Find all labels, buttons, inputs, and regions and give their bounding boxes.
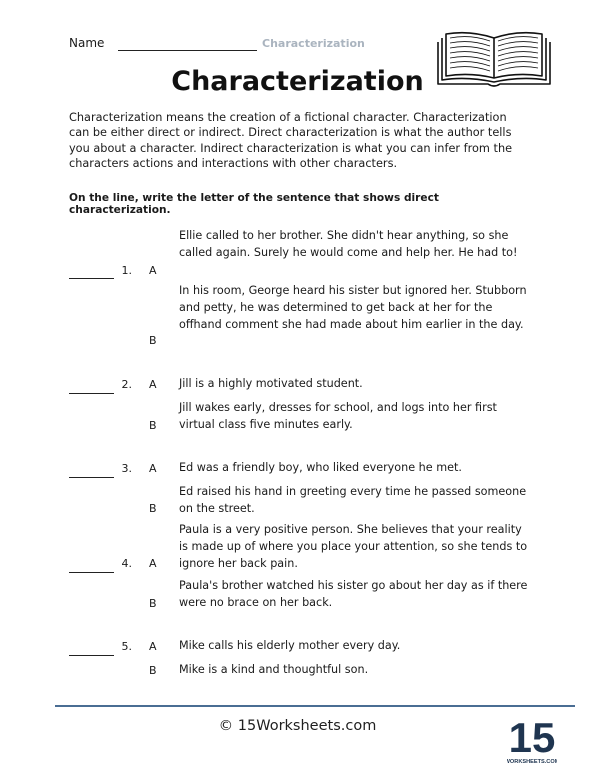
- header-subtitle: Characterization: [262, 37, 365, 50]
- option-a-text: Ed was a friendly boy, who liked everyone he met.: [179, 461, 462, 474]
- option-b-text: Mike is a kind and thoughtful son.: [179, 663, 369, 676]
- answer-line[interactable]: [69, 655, 114, 656]
- option-a-text: Mike calls his elderly mother every day.: [179, 639, 401, 652]
- option-a-text: Paula is a very positive person. She believes that your reality is made up of where you place your attention, so she tends to ignore her back pain.: [179, 523, 528, 570]
- option-letter-a: A: [149, 640, 157, 653]
- answer-line[interactable]: [69, 278, 114, 279]
- logo-number: 15: [508, 714, 556, 761]
- question-number: 1.: [121, 264, 132, 277]
- option-letter-b: B: [149, 597, 157, 610]
- question-number: 4.: [121, 557, 132, 570]
- option-b-text: Paula's brother watched his sister go about her day as if there were no brace on her back.: [179, 579, 528, 609]
- option-letter-a: A: [149, 264, 157, 277]
- option-letter-b: B: [149, 419, 157, 432]
- answer-line[interactable]: [69, 393, 114, 394]
- question-number: 2.: [121, 378, 132, 391]
- option-b-text: In his room, George heard his sister but ignored her. Stubborn and petty, he was determined to get back at her for the offhand comment she had made about him earlier in the day.: [179, 284, 527, 331]
- answer-line[interactable]: [69, 572, 114, 573]
- name-label: Name: [69, 36, 105, 50]
- answer-line[interactable]: [69, 477, 114, 478]
- option-letter-a: A: [149, 378, 157, 391]
- logo-caption: WORKSHEETS.COM: [507, 759, 557, 765]
- option-b-text: Jill wakes early, dresses for school, and logs into her first virtual class five minutes early.: [179, 401, 497, 431]
- footer-copyright: © 15Worksheets.com: [218, 718, 377, 734]
- option-letter-b: B: [149, 502, 157, 515]
- question-number: 3.: [121, 462, 132, 475]
- option-b-text: Ed raised his hand in greeting every time he passed someone on the street.: [179, 485, 527, 515]
- option-a-text: Ellie called to her brother. She didn't hear anything, so she called again. Surely he would come and help her. He had to!: [179, 229, 518, 259]
- page-title: Characterization: [171, 66, 424, 97]
- option-letter-b: B: [149, 664, 157, 677]
- question-number: 5.: [121, 640, 132, 653]
- worksheets-logo: [507, 712, 557, 770]
- instructions: On the line, write the letter of the sentence that shows direct characterization.: [69, 192, 439, 216]
- option-letter-a: A: [149, 557, 157, 570]
- name-line[interactable]: [118, 50, 257, 51]
- footer-divider: [55, 705, 575, 707]
- option-a-text: Jill is a highly motivated student.: [179, 377, 363, 390]
- option-letter-a: A: [149, 462, 157, 475]
- intro-paragraph: Characterization means the creation of a fictional character. Characterization can be either direct or indirect. Direct characterization is what the author tells you about a character. Indirect characterization is what you can infer from the characters actions and interactions with other characters.: [69, 111, 513, 171]
- option-letter-b: B: [149, 334, 157, 347]
